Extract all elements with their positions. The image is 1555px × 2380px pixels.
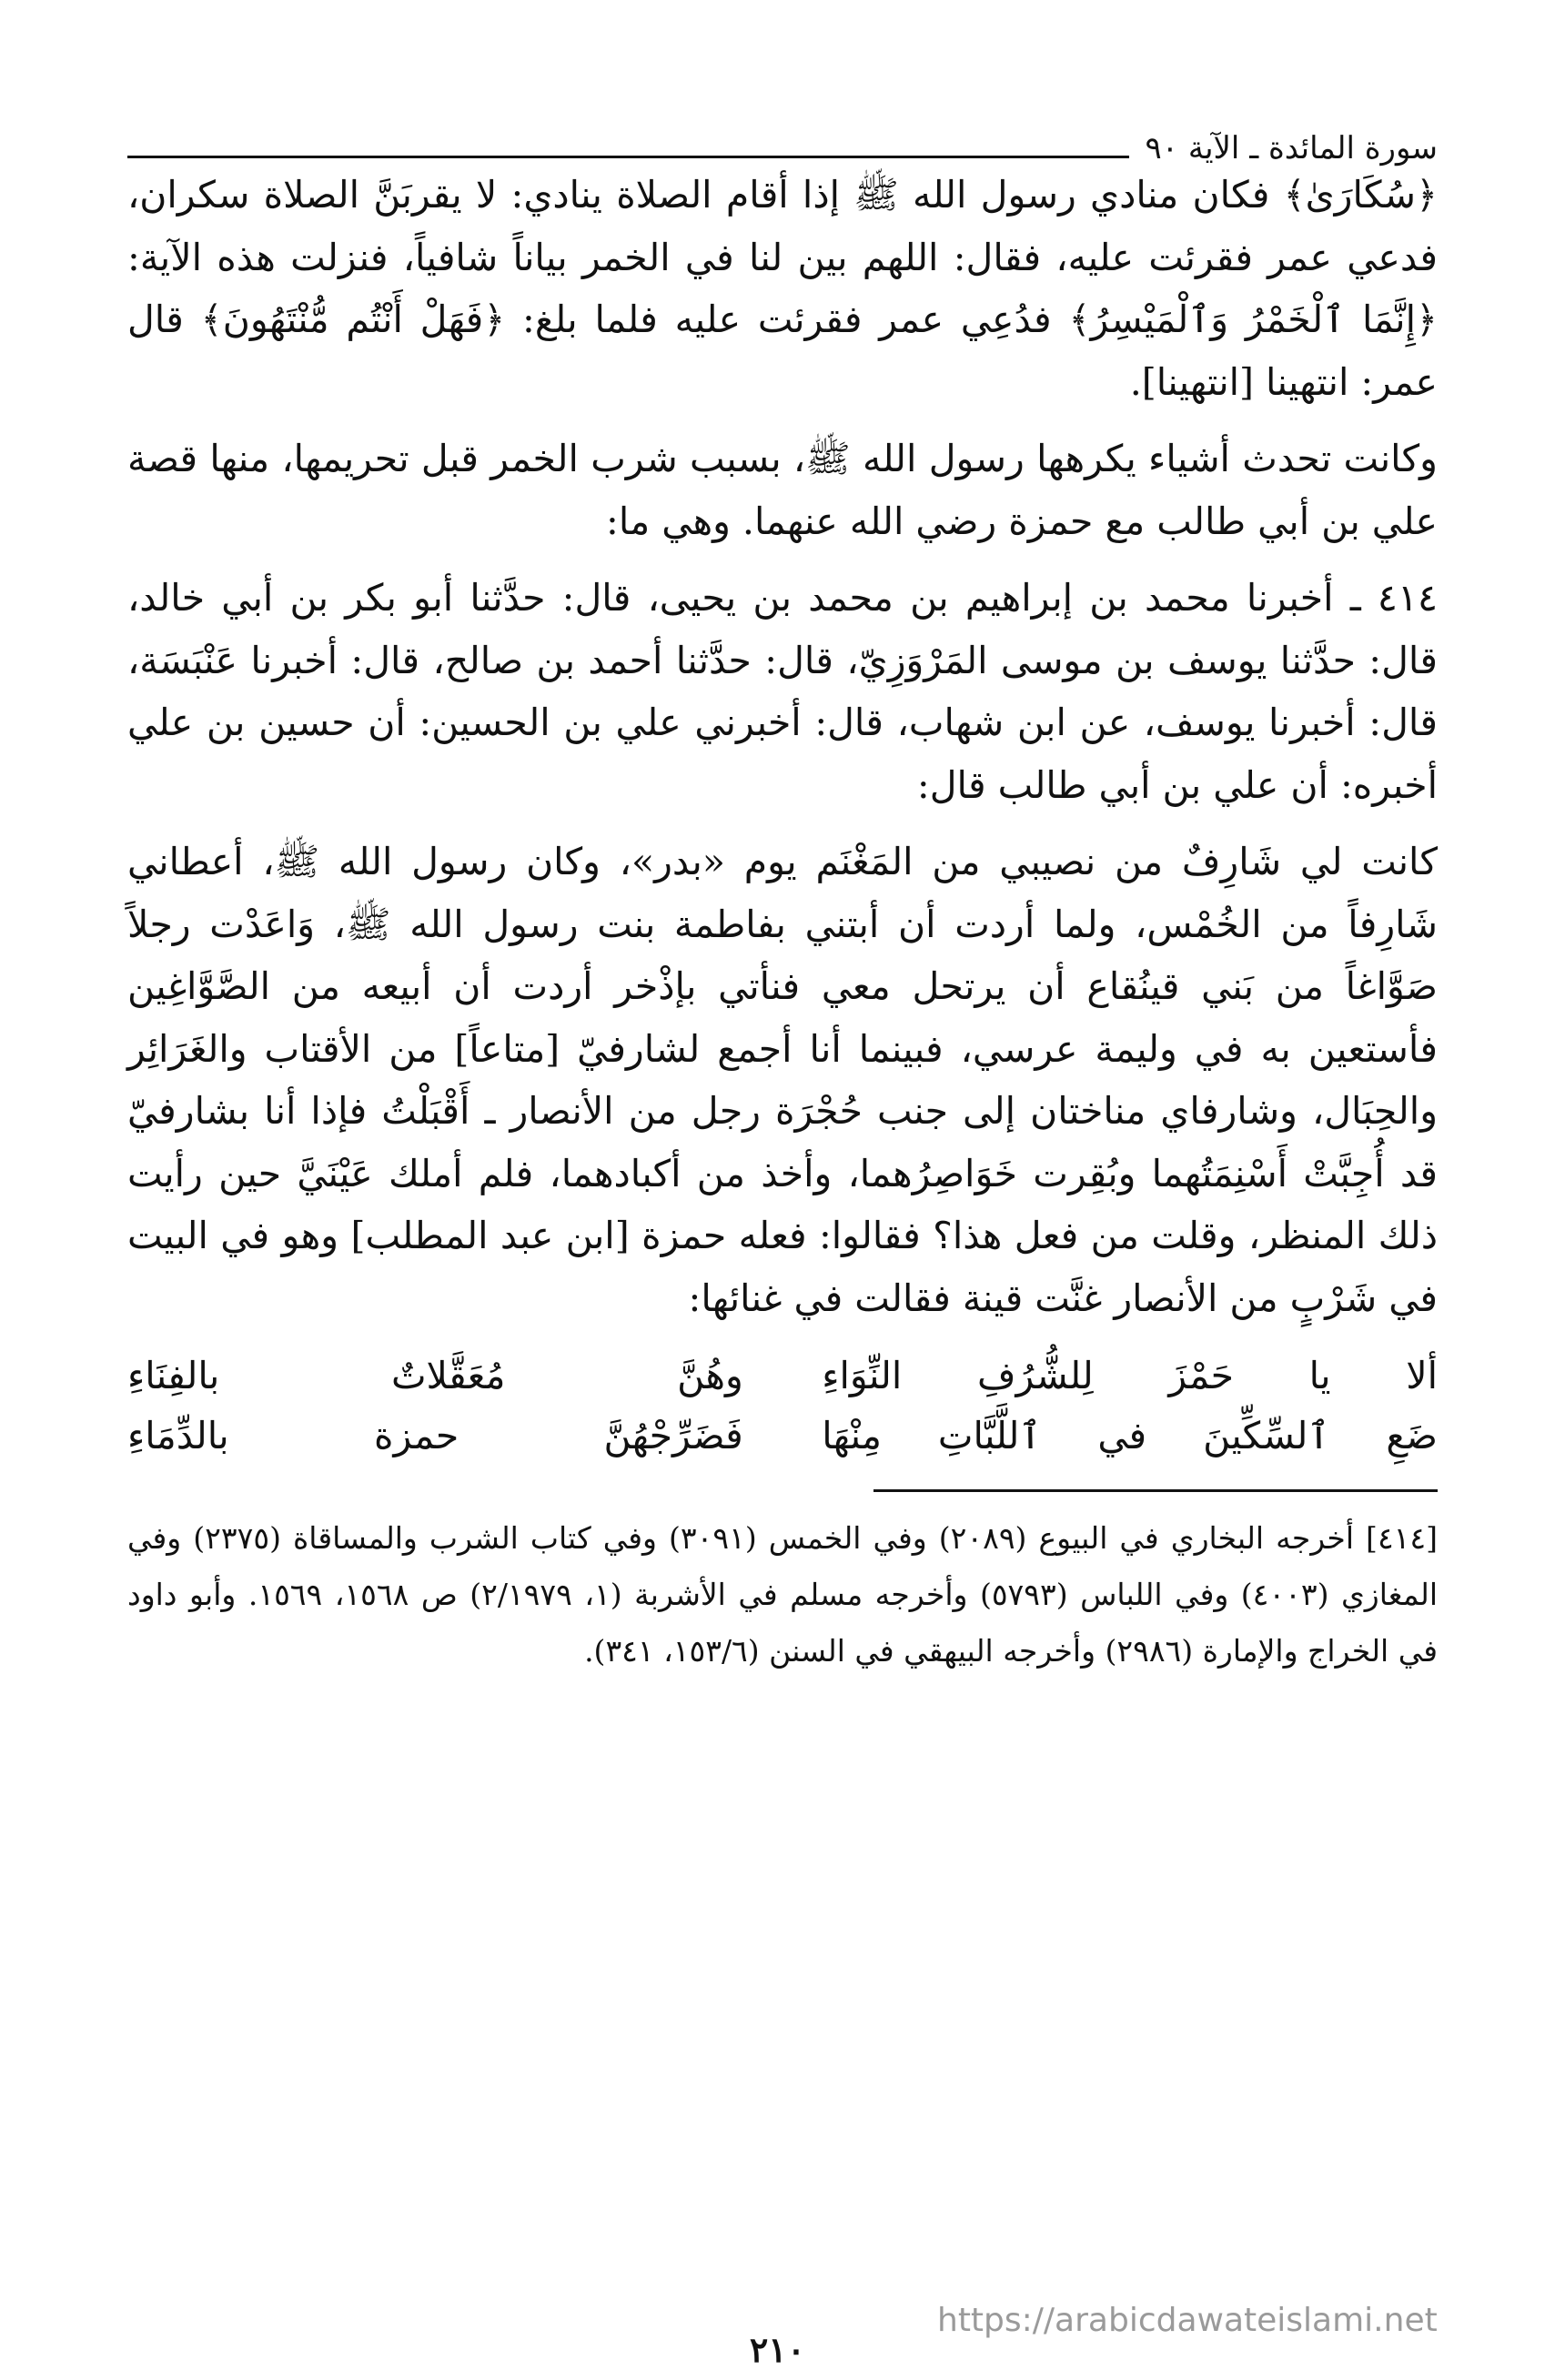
running-title: سورة المائدة ـ الآية ٩٠	[1145, 130, 1438, 166]
paragraph: ﴿سُكَارَىٰ﴾ فكان منادي رسول الله ﷺ إذا أقام الصلاة ينادي: لا يقربَنَّ الصلاة سكران، فدعي عمر فقرئت عليه، فقال: اللهم بين لنا في الخمر بياناً شافياً، فنزلت هذه الآية: ﴿إِنَّمَا ٱلْخَمْرُ وَٱلْمَيْسِرُ﴾ فدُعِي عمر فقرئت عليه فلما بلغ: ﴿فَهَلْ أَنْتُم مُّنْتَهُونَ﴾ قال عمر: انتهينا [انتهينا].	[127, 173, 1438, 404]
footnote: [٤١٤] أخرجه البخاري في البيوع (٢٠٨٩) وفي الخمس (٣٠٩١) وفي كتاب الشرب والمساقاة (٢٣٧٥) وفي المغازي (٤٠٠٣) وفي اللباس (٥٧٩٣) وأخرجه مسلم في الأشربة (١، ٢/١٩٧٩) ص ١٥٦٨، ١٥٦٩. وأبو داود في الخراج والإمارة (٢٩٨٦) وأخرجه البيهقي في السنن (١٥٣/٦، ٣٤١).	[127, 1520, 1438, 1669]
verse-first-hemistich: ضَعِ ٱلسِّكِّينَ في ٱللَّبَّاتِ مِنْهَا	[822, 1414, 1438, 1457]
verse-first-hemistich: ألا يا حَمْزَ لِلشُّرُفِ النِّوَاءِ	[822, 1354, 1438, 1397]
page-number: ٢١٠	[749, 2329, 806, 2370]
poem-verse	[127, 1406, 1438, 1466]
paragraph: ٤١٤ ـ أخبرنا محمد بن إبراهيم بن محمد بن يحيى، قال: حدَّثنا أبو بكر بن أبي خالد، قال: حدَّثنا يوسف بن موسى المَرْوَزِيّ، قال: حدَّثنا أحمد بن صالح، قال: أخبرنا عَنْبَسَة، قال: أخبرنا يوسف، عن ابن شهاب، قال: أخبرني علي بن الحسين: أن حسين بن علي أخبره: أن علي بن أبي طالب قال:	[127, 576, 1438, 807]
watermark-url: https://arabicdawateislami.net	[937, 2302, 1438, 2339]
running-header	[127, 118, 1438, 164]
footnote-rule	[873, 1489, 1438, 1492]
paragraph: وكانت تحدث أشياء يكرهها رسول الله ﷺ، بسبب شرب الخمر قبل تحريمها، منها قصة علي بن أبي طالب مع حمزة رضي الله عنهما. وهي ما:	[127, 437, 1438, 543]
verse-second-hemistich: وهُنَّ مُعَقَّلاتٌ بالفِنَاءِ	[127, 1354, 743, 1397]
body-text	[127, 164, 1438, 1329]
book-page	[127, 118, 1438, 1679]
header-rule	[127, 156, 1129, 158]
poem	[127, 1346, 1438, 1466]
paragraph: كانت لي شَارِفٌ من نصيبي من المَغْنَم يوم «بدر»، وكان رسول الله ﷺ، أعطاني شَارِفاً من الخُمْس، ولما أردت أن أبتني بفاطمة بنت رسول الله ﷺ، وَاعَدْت رجلاً صَوَّاغاً من بَني قينُقاع أن يرتحل معي فنأتي بإذْخر أردت أن أبيعه من الصَّوَّاغِين فأستعين به في وليمة عرسي، فبينما أنا أجمع لشارفيّ [متاعاً] من الأقتاب والغَرَائِر والحِبَال، وشارفاي مناختان إلى جنب حُجْرَة رجل من الأنصار ـ أَقْبَلْتُ فإذا أنا بشارفيّ قد أُجِبَّتْ أَسْنِمَتُهما وبُقِرت خَوَاصِرُهما، وأخذ من أكبادهما، فلم أملك عَيْنَيَّ حين رأيت ذلك المنظر، وقلت من فعل هذا؟ فقالوا: فعله حمزة [ابن عبد المطلب] وهو في البيت في شَرْبٍ من الأنصار غنَّت قينة فقالت في غنائها:	[127, 840, 1438, 1320]
poem-verse	[127, 1346, 1438, 1406]
verse-second-hemistich: فَضَرِّجْهُنَّ حمزة بالدِّمَاءِ	[127, 1414, 743, 1457]
